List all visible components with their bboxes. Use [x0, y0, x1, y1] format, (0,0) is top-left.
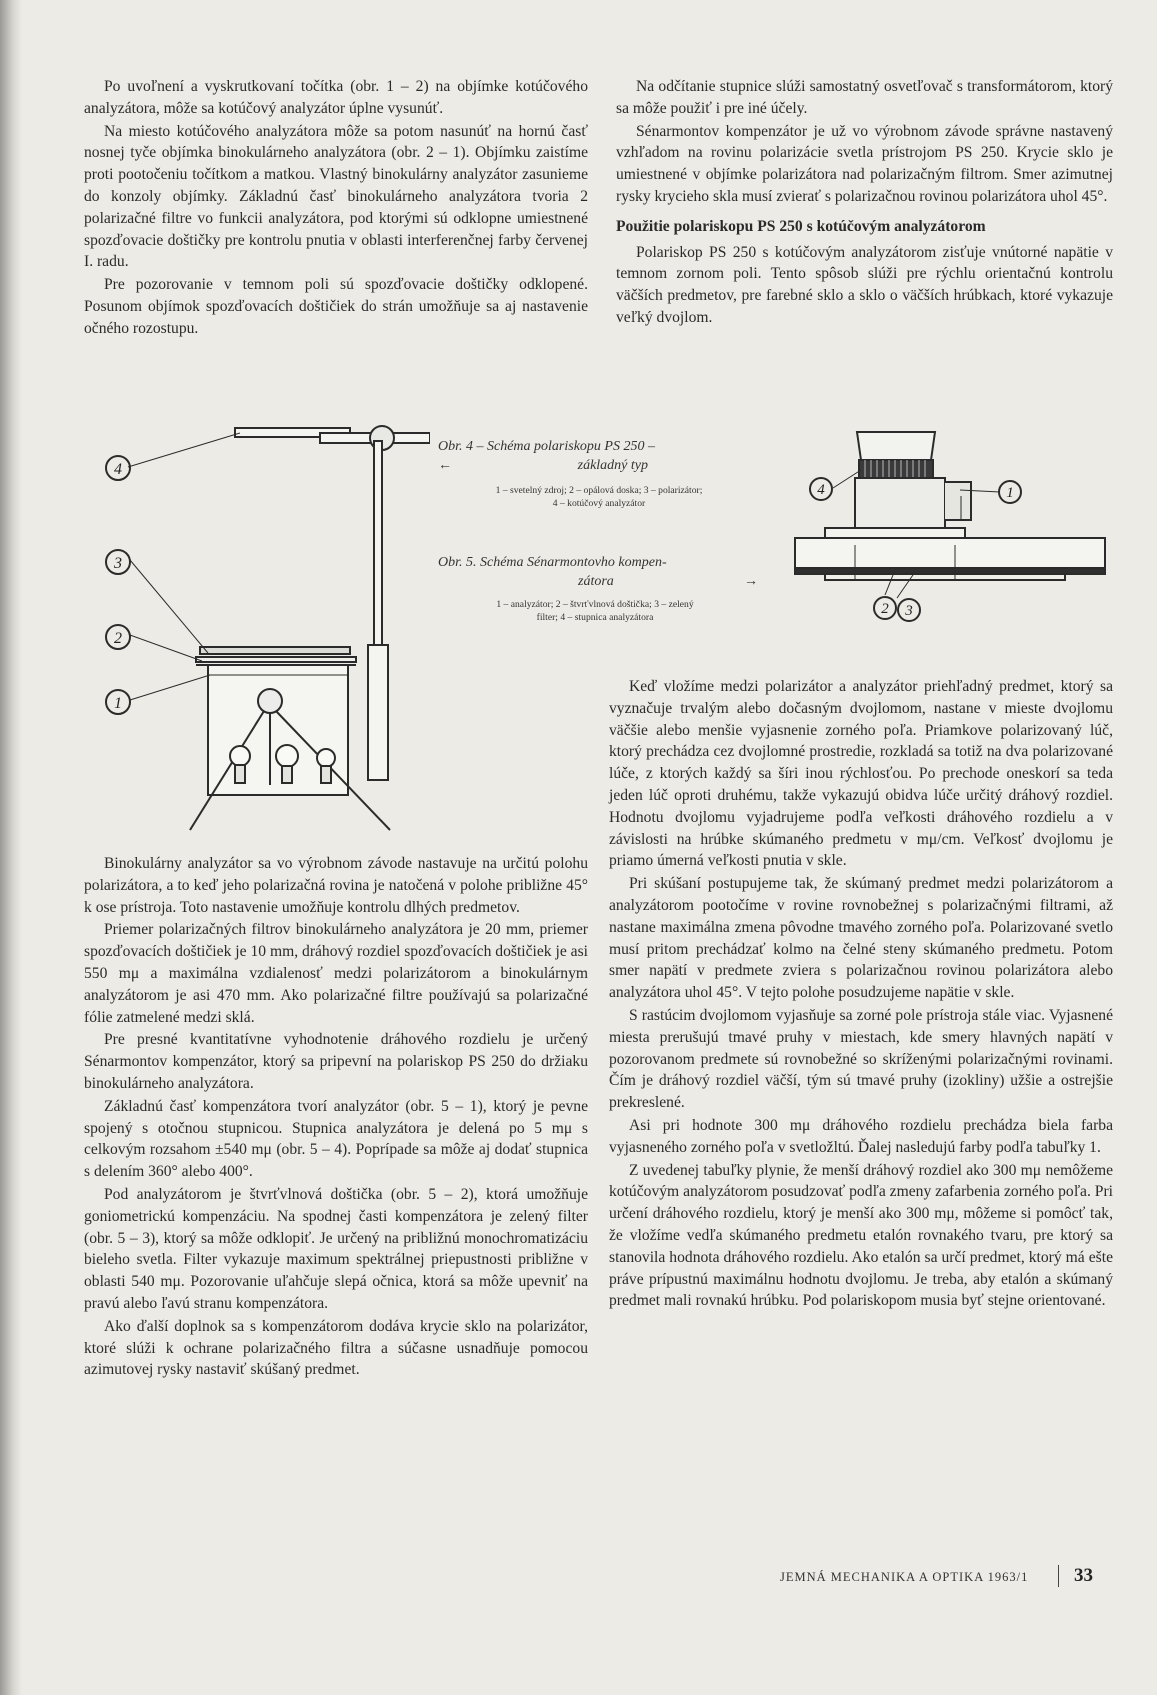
right-column-top	[616, 76, 1113, 330]
fig5-caption-line2: zátora	[578, 574, 614, 589]
page-number: 33	[1074, 1565, 1093, 1586]
paragraph: Z uvedenej tabuľky plynie, že menší dráhový rozdiel ako 300 mμ nemôžeme kotúčovým analyzátorom posudzovať podľa zmeny zafarbenia zorného poľa. Pri určení dráhového rozdielu, ktorý je menší ako 300 mμ, môžeme si pomôcť tak, že vložíme vedľa skúmaného predmetu etalón rovnakého tvaru, pre ktorý sa stanovila hodnota dráhového rozdielu. Ako etalón sa určí predmet, ktorý má ešte práve prípustnú maximálnu hodnotu dvojlomu. Je treba, aby etalón a skúmaný predmet mali rovnakú hrúbku. Pod polariskopom musia byť stejne orientované.	[609, 1161, 1113, 1310]
fig5-caption-line1: Obr. 5. Schéma Sénarmontovho kompen-	[438, 555, 667, 570]
paragraph: Pre pozorovanie v temnom poli sú spozďovacie doštičky odklopené. Posunom objímok spozďovacích doštičiek do strán umožňuje sa aj nastavenie očného rozostupu.	[84, 276, 588, 337]
footer-separator	[1058, 1565, 1059, 1587]
left-column-bottom	[84, 853, 588, 1382]
fig4-caption-line2: základný typ	[577, 458, 648, 473]
paragraph: Priemer polarizačných filtrov binokulárneho analyzátora je 20 mm, priemer spozďovacích doštičiek je 10 mm, dráhový rozdiel spozďovacích doštičiek je asi 550 mμ a maximálna vzdialenosť medzi polarizátorom a binokulárnym analyzátorom je asi 470 mm. Ako polarizačné filtre používajú sa polarizačné fólie zatmelené medzi sklá.	[84, 921, 588, 1026]
paragraph: Pod analyzátorom je štvrťvlnová doštička (obr. 5 – 2), ktorá umožňuje goniometrickú kompenzáciu. Na spodnej časti kompenzátora je zelený filter (obr. 5 – 3), ktorý sa môže odklopiť. Je určený na približnú monochromatizáciu bieleho svetla. Filter vykazuje maximum spektrálnej priepustnosti približne v oblasti 540 mμ. Pozorovanie uľahčuje slepá očnica, ktorá sa môže upevniť na pravú alebo ľavú stranu kompenzátora.	[84, 1185, 588, 1312]
journal-footer: JEMNÁ MECHANIKA A OPTIKA 1963/1	[780, 1570, 1029, 1584]
left-column-top	[84, 76, 588, 341]
figure-5-caption	[438, 553, 758, 591]
paragraph: Polariskop PS 250 s kotúčovým analyzátorom zisťuje vnútorné napätie v temnom zornom poli. Tento spôsob slúži pre rýchlu orientačnú kontrolu väčších predmetov, pre farebné sklo a sklo o väčších hrúbkach, ktoré vykazuje veľký dvojlom.	[616, 243, 1113, 326]
section-heading: Použitie polariskopu PS 250 s kotúčovým analyzátorom	[616, 217, 986, 235]
fig5-legend-line1: 1 – analyzátor; 2 – štvrťvlnová doštička; 3 – zelený	[496, 599, 694, 610]
figure-5-legend	[430, 598, 760, 624]
paragraph: Sénarmontov kompenzátor je už vo výrobnom závode správne nastavený vzhľadom na rovinu polarizácie svetla prístrojom PS 250. Krycie sklo je umiestnené v objímke polarizátora nad polarizačným filtrom. Smer azimutnej rysky krycieho skla musí zvierať s polarizačnou rovinou polarizátora uhol 45°.	[616, 122, 1113, 205]
fig5-label-1: 1	[1006, 485, 1014, 501]
fig5-label-3: 3	[905, 603, 913, 619]
fig4-label-2: 2	[114, 630, 122, 647]
fig5-label-2: 2	[881, 601, 889, 617]
fig4-caption-line1: Obr. 4 – Schéma polariskopu PS 250 –	[438, 439, 655, 454]
paragraph: Ako ďalší doplnok sa s kompenzátorom dodáva krycie sklo na polarizátor, ktoré slúži k ochrane polarizačného filtra a súčasne usnadňuje pomocou azimutovej rysky nastaviť skúšaný predmet.	[84, 1317, 588, 1379]
figure-5-compensator-drawing	[785, 420, 1115, 660]
paragraph: Základnú časť kompenzátora tvorí analyzátor (obr. 5 – 1), ktorý je pevne spojený s otočnou stupnicou. Stupnica analyzátora je delená po 5 mμ s celkovým rozsahom ±540 mμ (obr. 5 – 4). Poprípade sa môže aj dodať stupnica s delením 360° alebo 400°.	[84, 1097, 588, 1181]
figure-4-caption	[438, 437, 768, 475]
paragraph: Pre presné kvantitatívne vyhodnotenie dráhového rozdielu je určený Sénarmontov kompenzátor, ktorý sa pripevní na polariskop PS 250 do držiaku binokulárneho analyzátora.	[84, 1031, 588, 1092]
fig5-legend-line2: filter; 4 – stupnica analyzátora	[536, 612, 654, 623]
paragraph: Asi pri hodnote 300 mμ dráhového rozdielu prechádza biela farba vyjasneného zorného poľa v svetložltú. Ďalej nasledujú farby podľa tabuľky 1.	[609, 1116, 1113, 1156]
paragraph: S rastúcim dvojlomom vyjasňuje sa zorné pole prístroja stále viac. Vyjasnené miesta prerušujú tmavé pruhy v miestach, kde smery hlavných napätí v pozorovanom predmete sú rovnobežné so skríženými polarizačnými rovinami. Čím je dráhový rozdiel väčší, tým sú tmavé pruhy (izokliny) užšie a ostrejšie prekreslené.	[609, 1006, 1113, 1112]
paragraph: Binokulárny analyzátor sa vo výrobnom závode nastavuje na určitú polohu polarizátora, a to keď jeho polarizačná rovina je natočená v polohe približne 45° k ose prístroja. Toto nastavenie umožňuje kontrolu dlhých predmetov.	[84, 855, 588, 916]
fig4-arrow: ←	[438, 458, 452, 473]
paragraph: Na miesto kotúčového analyzátora môže sa potom nasunúť na hornú časť nosnej tyče objímka binokulárneho analyzátora (obr. 2 – 1). Objímku zaistíme proti pootočeniu točítkom a matkou. Vlastný binokulárny analyzátor zasunieme do konzoly objímky. Základnú časť binokulárneho analyzátora tvoria 2 polarizačné filtre vo funkcii analyzátora, pod ktorými sú odklopne umiestnené spozďovacie doštičky pre kontrolu pnutia v oblasti interferenčnej farby červenej I. radu.	[84, 122, 588, 271]
paragraph: Na odčítanie stupnice slúži samostatný osvetľovač s transformátorom, ktorý sa môže použiť i pre iné účely.	[616, 78, 1113, 117]
fig5-arrow: →	[744, 574, 758, 589]
fig4-label-4: 4	[114, 461, 122, 478]
paragraph: Pri skúšaní postupujeme tak, že skúmaný predmet medzi polarizátorom a analyzátorom pootočíme v rovine rovnobežnej s polarizačnými filtrami, až nastane maximálna zmena pôvodne tmavého zorného poľa. Polarizované svetlo musí pritom prechádzať kolmo na čelné steny skúmaného predmetu. Potom smer napätí v predmete zviera s polarizačnou rovinou polarizátora alebo analyzátora uhol 45°. V tejto polohe posudzujeme napätie v skle.	[609, 875, 1113, 1002]
page-gutter-shadow	[0, 0, 22, 1695]
fig4-legend-line2: 4 – kotúčový analyzátor	[552, 498, 646, 509]
fig4-label-3: 3	[114, 555, 122, 572]
paragraph: Keď vložíme medzi polarizátor a analyzátor priehľadný predmet, ktorý sa vyznačuje trvalým alebo dočasným dvojlomom, nastane v mieste dvojlomu väčšie alebo menšie vyjasnenie zorného poľa. Priamkove polarizovaný lúč, ktorý prechádza cez dvojlomné prostredie, rozkladá sa totiž na dva polarizované lúče, z ktorých každý sa šíri inou rýchlosťou. Po prechode oneskorí sa teda jeden lúč oproti druhému, takže vykazujú obidva lúče určitý dráhový rozdiel. Hodnotu dvojlomu vyjadrujeme podľa veľkosti dráhového rozdielu a v závislosti na hrúbke skúmaného predmetu v mμ/cm. Veľkosť dvojlomu je priamo úmerná veľkosti pnutia v skle.	[609, 678, 1113, 870]
right-column-bottom	[609, 676, 1113, 1313]
paragraph: Po uvoľnení a vyskrutkovaní točítka (obr. 1 – 2) na objímke kotúčového analyzátora, môže sa kotúčový analyzátor úplne vysunúť.	[84, 78, 588, 117]
fig4-label-1: 1	[114, 695, 122, 712]
fig5-label-4: 4	[817, 482, 825, 498]
fig4-legend-line1: 1 – svetelný zdroj; 2 – opálová doska; 3 – polarizátor;	[495, 485, 703, 496]
figure-4-legend	[438, 484, 760, 510]
figure-4-polariscope-drawing	[90, 425, 430, 845]
